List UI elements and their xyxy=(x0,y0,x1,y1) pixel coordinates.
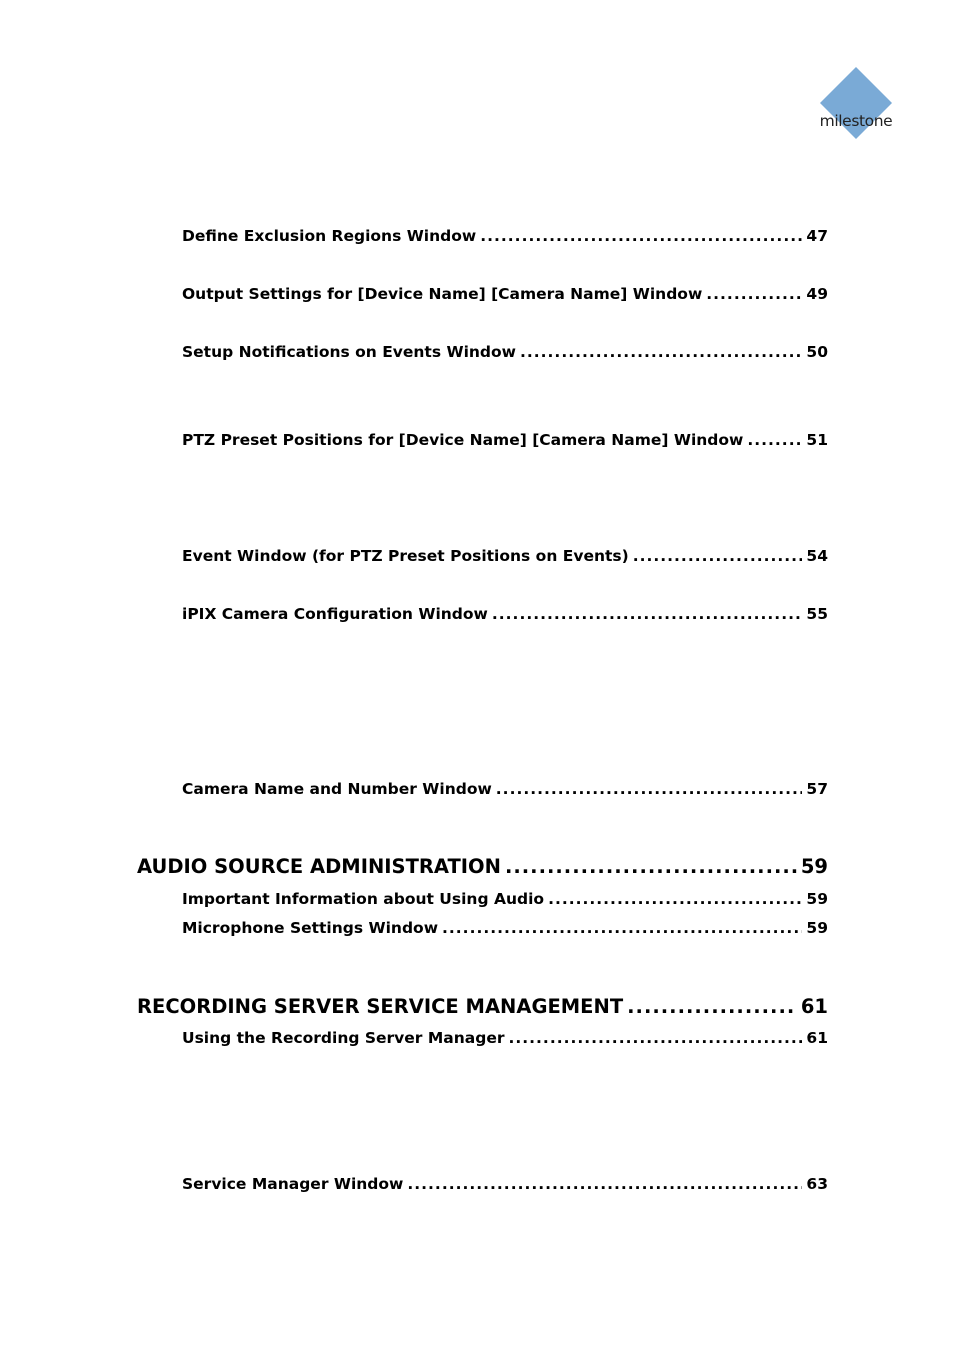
toc-entry-title: Service Manager Window xyxy=(182,1175,404,1193)
toc-entry-using-recording-server-manager[interactable] xyxy=(182,1027,828,1049)
toc-dot-leader xyxy=(407,1173,802,1195)
toc-dot-leader xyxy=(747,429,802,451)
toc-entry-title: Important Information about Using Audio xyxy=(182,890,545,908)
toc-page-number: 59 xyxy=(806,890,828,908)
toc-section-recording-server-service-management[interactable] xyxy=(137,993,828,1021)
toc-page-number: 59 xyxy=(800,855,828,878)
toc-entry-title: Camera Name and Number Window xyxy=(182,780,492,798)
toc-section-title: AUDIO SOURCE ADMINISTRATION xyxy=(137,855,501,878)
toc-entry-camera-name-and-number[interactable] xyxy=(182,778,828,800)
toc-page-number: 61 xyxy=(800,995,828,1018)
toc-dot-leader xyxy=(480,225,802,247)
toc-dot-leader xyxy=(706,283,802,305)
toc-dot-leader xyxy=(492,603,803,625)
toc-section-audio-source-administration[interactable] xyxy=(137,853,828,881)
toc-entry-event-window[interactable] xyxy=(182,545,828,567)
toc-dot-leader xyxy=(633,545,803,567)
toc-dot-leader xyxy=(496,778,803,800)
toc-entry-title: Using the Recording Server Manager xyxy=(182,1029,505,1047)
toc-entry-title: Event Window (for PTZ Preset Positions on Events) xyxy=(182,547,629,565)
toc-dot-leader xyxy=(505,853,797,881)
toc-dot-leader xyxy=(508,1027,802,1049)
toc-entry-ptz-preset-positions[interactable] xyxy=(182,429,828,451)
toc-entry-define-exclusion-regions[interactable] xyxy=(182,225,828,247)
toc-section-title: RECORDING SERVER SERVICE MANAGEMENT xyxy=(137,995,624,1018)
toc-entry-service-manager-window[interactable] xyxy=(182,1173,828,1195)
toc-page-number: 50 xyxy=(806,343,828,361)
toc-page-number: 47 xyxy=(806,227,828,245)
toc-page-number: 54 xyxy=(806,547,828,565)
toc-page-number: 63 xyxy=(806,1175,828,1193)
toc-dot-leader xyxy=(520,341,802,363)
toc-page-number: 51 xyxy=(806,431,828,449)
toc-entry-title: Setup Notifications on Events Window xyxy=(182,343,516,361)
toc-page-number: 61 xyxy=(806,1029,828,1047)
toc-entry-output-settings[interactable] xyxy=(182,283,828,305)
toc-dot-leader xyxy=(442,917,802,939)
toc-entry-setup-notifications[interactable] xyxy=(182,341,828,363)
toc-page-number: 49 xyxy=(806,285,828,303)
toc-entry-title: iPIX Camera Configuration Window xyxy=(182,605,488,623)
toc-dot-leader xyxy=(627,993,797,1021)
toc-dot-leader xyxy=(548,888,802,910)
toc-page-number: 59 xyxy=(806,919,828,937)
toc-entry-title: Microphone Settings Window xyxy=(182,919,439,937)
toc-entry-title: PTZ Preset Positions for [Device Name] [Camera Name] Window xyxy=(182,431,744,449)
toc-entry-title: Output Settings for [Device Name] [Camera Name] Window xyxy=(182,285,703,303)
logo-wordmark: milestone xyxy=(819,112,893,130)
toc-entry-ipix-camera-configuration[interactable] xyxy=(182,603,828,625)
toc-page-number: 57 xyxy=(806,780,828,798)
milestone-logo xyxy=(815,66,895,142)
toc-entry-important-information-audio[interactable] xyxy=(182,888,828,910)
toc-page-number: 55 xyxy=(806,605,828,623)
toc-entry-microphone-settings[interactable] xyxy=(182,917,828,939)
toc-entry-title: Define Exclusion Regions Window xyxy=(182,227,477,245)
